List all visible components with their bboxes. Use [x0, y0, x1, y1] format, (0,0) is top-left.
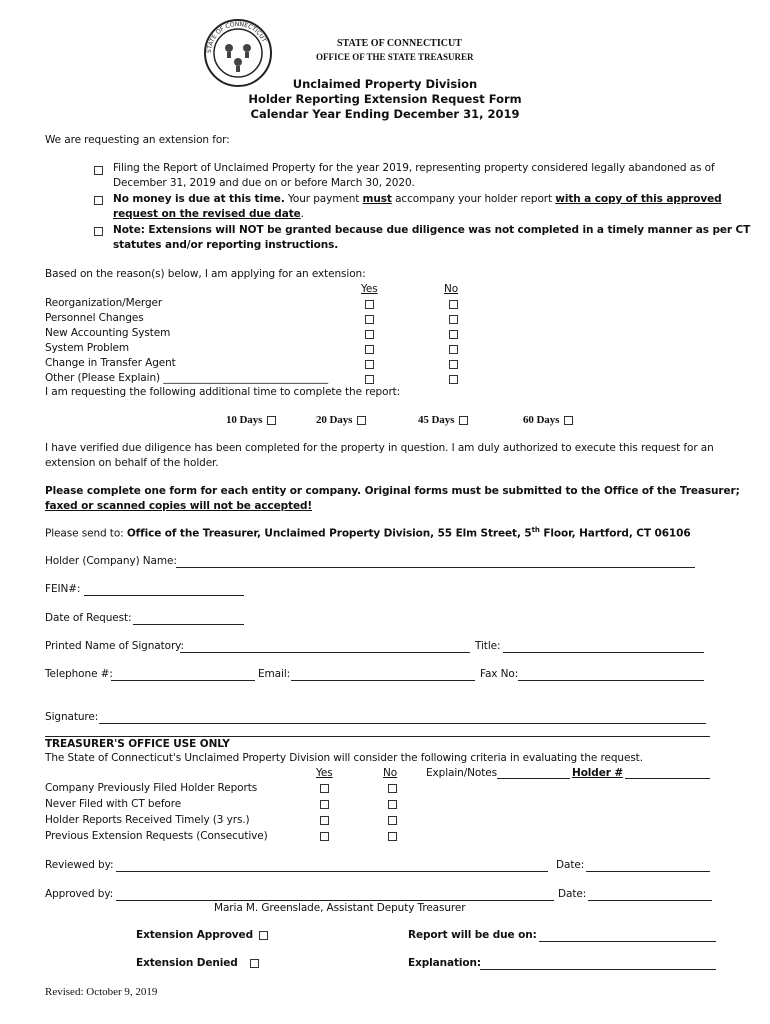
reason-label: System Problem [45, 342, 130, 354]
year-line: Calendar Year Ending December 31, 2019 [250, 107, 520, 121]
bullet-checkbox[interactable] [94, 196, 103, 205]
date-request-label: Date of Request: [45, 612, 132, 624]
bullet-2-line-2: request on the revised due date. [113, 208, 304, 220]
reason-label: Other (Please Explain) ________________________________ [45, 372, 329, 384]
reason-label: Personnel Changes [45, 312, 144, 324]
reason-no-checkbox[interactable] [449, 330, 458, 339]
holder-name-field[interactable] [176, 567, 695, 568]
bullet-1-line-1: Filing the Report of Unclaimed Property for the year 2019, representing property considered legally abandoned as of [113, 162, 715, 174]
holder-number-field[interactable] [625, 778, 710, 779]
reason-yes-checkbox[interactable] [365, 315, 374, 324]
verify-line-2: extension on behalf of the holder. [45, 457, 219, 469]
criteria-label: Previous Extension Requests (Consecutive) [45, 830, 268, 842]
bullet-checkbox[interactable] [94, 227, 103, 236]
fein-label: FEIN#: [45, 583, 81, 595]
revised-date: Revised: October 9, 2019 [45, 986, 158, 998]
days-60[interactable]: 60 Days [523, 414, 575, 426]
criteria-label: Holder Reports Received Timely (3 yrs.) [45, 814, 250, 826]
approved-date-label: Date: [558, 888, 587, 900]
reason-no-checkbox[interactable] [449, 345, 458, 354]
reviewed-date-label: Date: [556, 859, 585, 871]
email-label: Email: [258, 668, 291, 680]
no-header: No [444, 283, 459, 295]
days-10[interactable]: 10 Days [226, 414, 278, 426]
title-label: Title: [475, 640, 501, 652]
fax-label: Fax No: [480, 668, 519, 680]
fein-field[interactable] [84, 595, 244, 596]
bullet-3-line-1: Note: Extensions will NOT be granted because due diligence was not completed in a timely manner as per CT [113, 224, 751, 236]
criteria-yes-checkbox[interactable] [320, 784, 329, 793]
form-title: Holder Reporting Extension Request Form [248, 92, 522, 106]
criteria-no-checkbox[interactable] [388, 816, 397, 825]
extension-approved[interactable]: Extension Approved [136, 929, 270, 941]
date-request-field[interactable] [133, 624, 244, 625]
reviewed-by-label: Reviewed by: [45, 859, 114, 871]
send-to: Please send to: Office of the Treasurer, Unclaimed Property Division, 55 Elm Street, 5th Floor, Hartford, CT 06106 [45, 526, 691, 540]
approved-by-label: Approved by: [45, 888, 114, 900]
reason-yes-checkbox[interactable] [365, 375, 374, 384]
divider [45, 736, 710, 737]
reason-no-checkbox[interactable] [449, 360, 458, 369]
fax-field[interactable] [518, 680, 704, 681]
notice-line-1: Please complete one form for each entity or company. Original forms must be submitted to the Office of the Treasurer; [45, 485, 740, 497]
office-yes-header: Yes [316, 767, 333, 779]
reason-yes-checkbox[interactable] [365, 360, 374, 369]
bullet-1-line-2: December 31, 2019 and due on or before March 30, 2020. [113, 177, 415, 189]
criteria-label: Company Previously Filed Holder Reports [45, 782, 258, 794]
criteria-no-checkbox[interactable] [388, 832, 397, 841]
verify-line-1: I have verified due diligence has been completed for the property in question. I am duly authorized to execute this request for an [45, 442, 714, 454]
notice-line-2: faxed or scanned copies will not be accepted! [45, 500, 313, 512]
bullet-checkbox[interactable] [94, 166, 103, 175]
reason-yes-checkbox[interactable] [365, 330, 374, 339]
criteria-yes-checkbox[interactable] [320, 832, 329, 841]
criteria-yes-checkbox[interactable] [320, 816, 329, 825]
criteria-yes-checkbox[interactable] [320, 800, 329, 809]
extension-denied[interactable]: Extension Denied [136, 957, 261, 969]
days-20[interactable]: 20 Days [316, 414, 368, 426]
reason-no-checkbox[interactable] [449, 300, 458, 309]
signer-name: Maria M. Greenslade, Assistant Deputy Treasurer [214, 902, 466, 914]
reason-yes-checkbox[interactable] [365, 300, 374, 309]
explain-line [497, 778, 570, 779]
criteria-label: Never Filed with CT before [45, 798, 182, 810]
reason-no-checkbox[interactable] [449, 315, 458, 324]
reason-no-checkbox[interactable] [449, 375, 458, 384]
time-intro: I am requesting the following additional time to complete the report: [45, 386, 401, 398]
signature-field[interactable] [99, 723, 706, 724]
office-no-header: No [383, 767, 398, 779]
days-45[interactable]: 45 Days [418, 414, 470, 426]
bullet-2-line-1: No money is due at this time. Your payment must accompany your holder report with a copy of this approved [113, 193, 722, 205]
telephone-field[interactable] [111, 680, 255, 681]
reviewed-by-field[interactable] [116, 871, 548, 872]
criteria-no-checkbox[interactable] [388, 800, 397, 809]
header-state: STATE OF CONNECTICUT [337, 38, 462, 49]
approved-date-field[interactable] [588, 900, 712, 901]
criteria-no-checkbox[interactable] [388, 784, 397, 793]
reasons-intro: Based on the reason(s) below, I am applying for an extension: [45, 268, 366, 280]
email-field[interactable] [291, 680, 475, 681]
printed-name-field[interactable] [180, 652, 470, 653]
approved-by-field[interactable] [116, 900, 554, 901]
explanation-label: Explanation: [408, 957, 482, 969]
reason-yes-checkbox[interactable] [365, 345, 374, 354]
division-title: Unclaimed Property Division [292, 77, 478, 91]
yes-header: Yes [361, 283, 378, 295]
due-on-label: Report will be due on: [408, 929, 537, 941]
telephone-label: Telephone #: [45, 668, 113, 680]
reason-label: New Accounting System [45, 327, 171, 339]
reason-label: Change in Transfer Agent [45, 357, 176, 369]
office-use-intro: The State of Connecticut's Unclaimed Property Division will consider the following criteria in evaluating the request. [45, 752, 643, 764]
explain-header: Explain/Notes [426, 767, 498, 779]
reason-label: Reorganization/Merger [45, 297, 163, 309]
holder-name-label: Holder (Company) Name: [45, 555, 177, 567]
printed-name-label: Printed Name of Signatory: [45, 640, 184, 652]
explanation-field[interactable] [480, 969, 716, 970]
signature-label: Signature: [45, 711, 99, 723]
holder-number-header: Holder # [572, 767, 624, 779]
office-use-title: TREASURER'S OFFICE USE ONLY [45, 738, 230, 750]
title-field[interactable] [503, 652, 704, 653]
due-on-field[interactable] [539, 941, 716, 942]
header-office: OFFICE OF THE STATE TREASURER [316, 52, 474, 62]
reviewed-date-field[interactable] [586, 871, 710, 872]
bullet-3-line-2: statutes and/or reporting instructions. [113, 239, 339, 251]
svg-text:STATE OF CONNECTICUT: STATE OF CONNECTICUT [205, 20, 268, 54]
intro-text: We are requesting an extension for: [45, 134, 230, 146]
